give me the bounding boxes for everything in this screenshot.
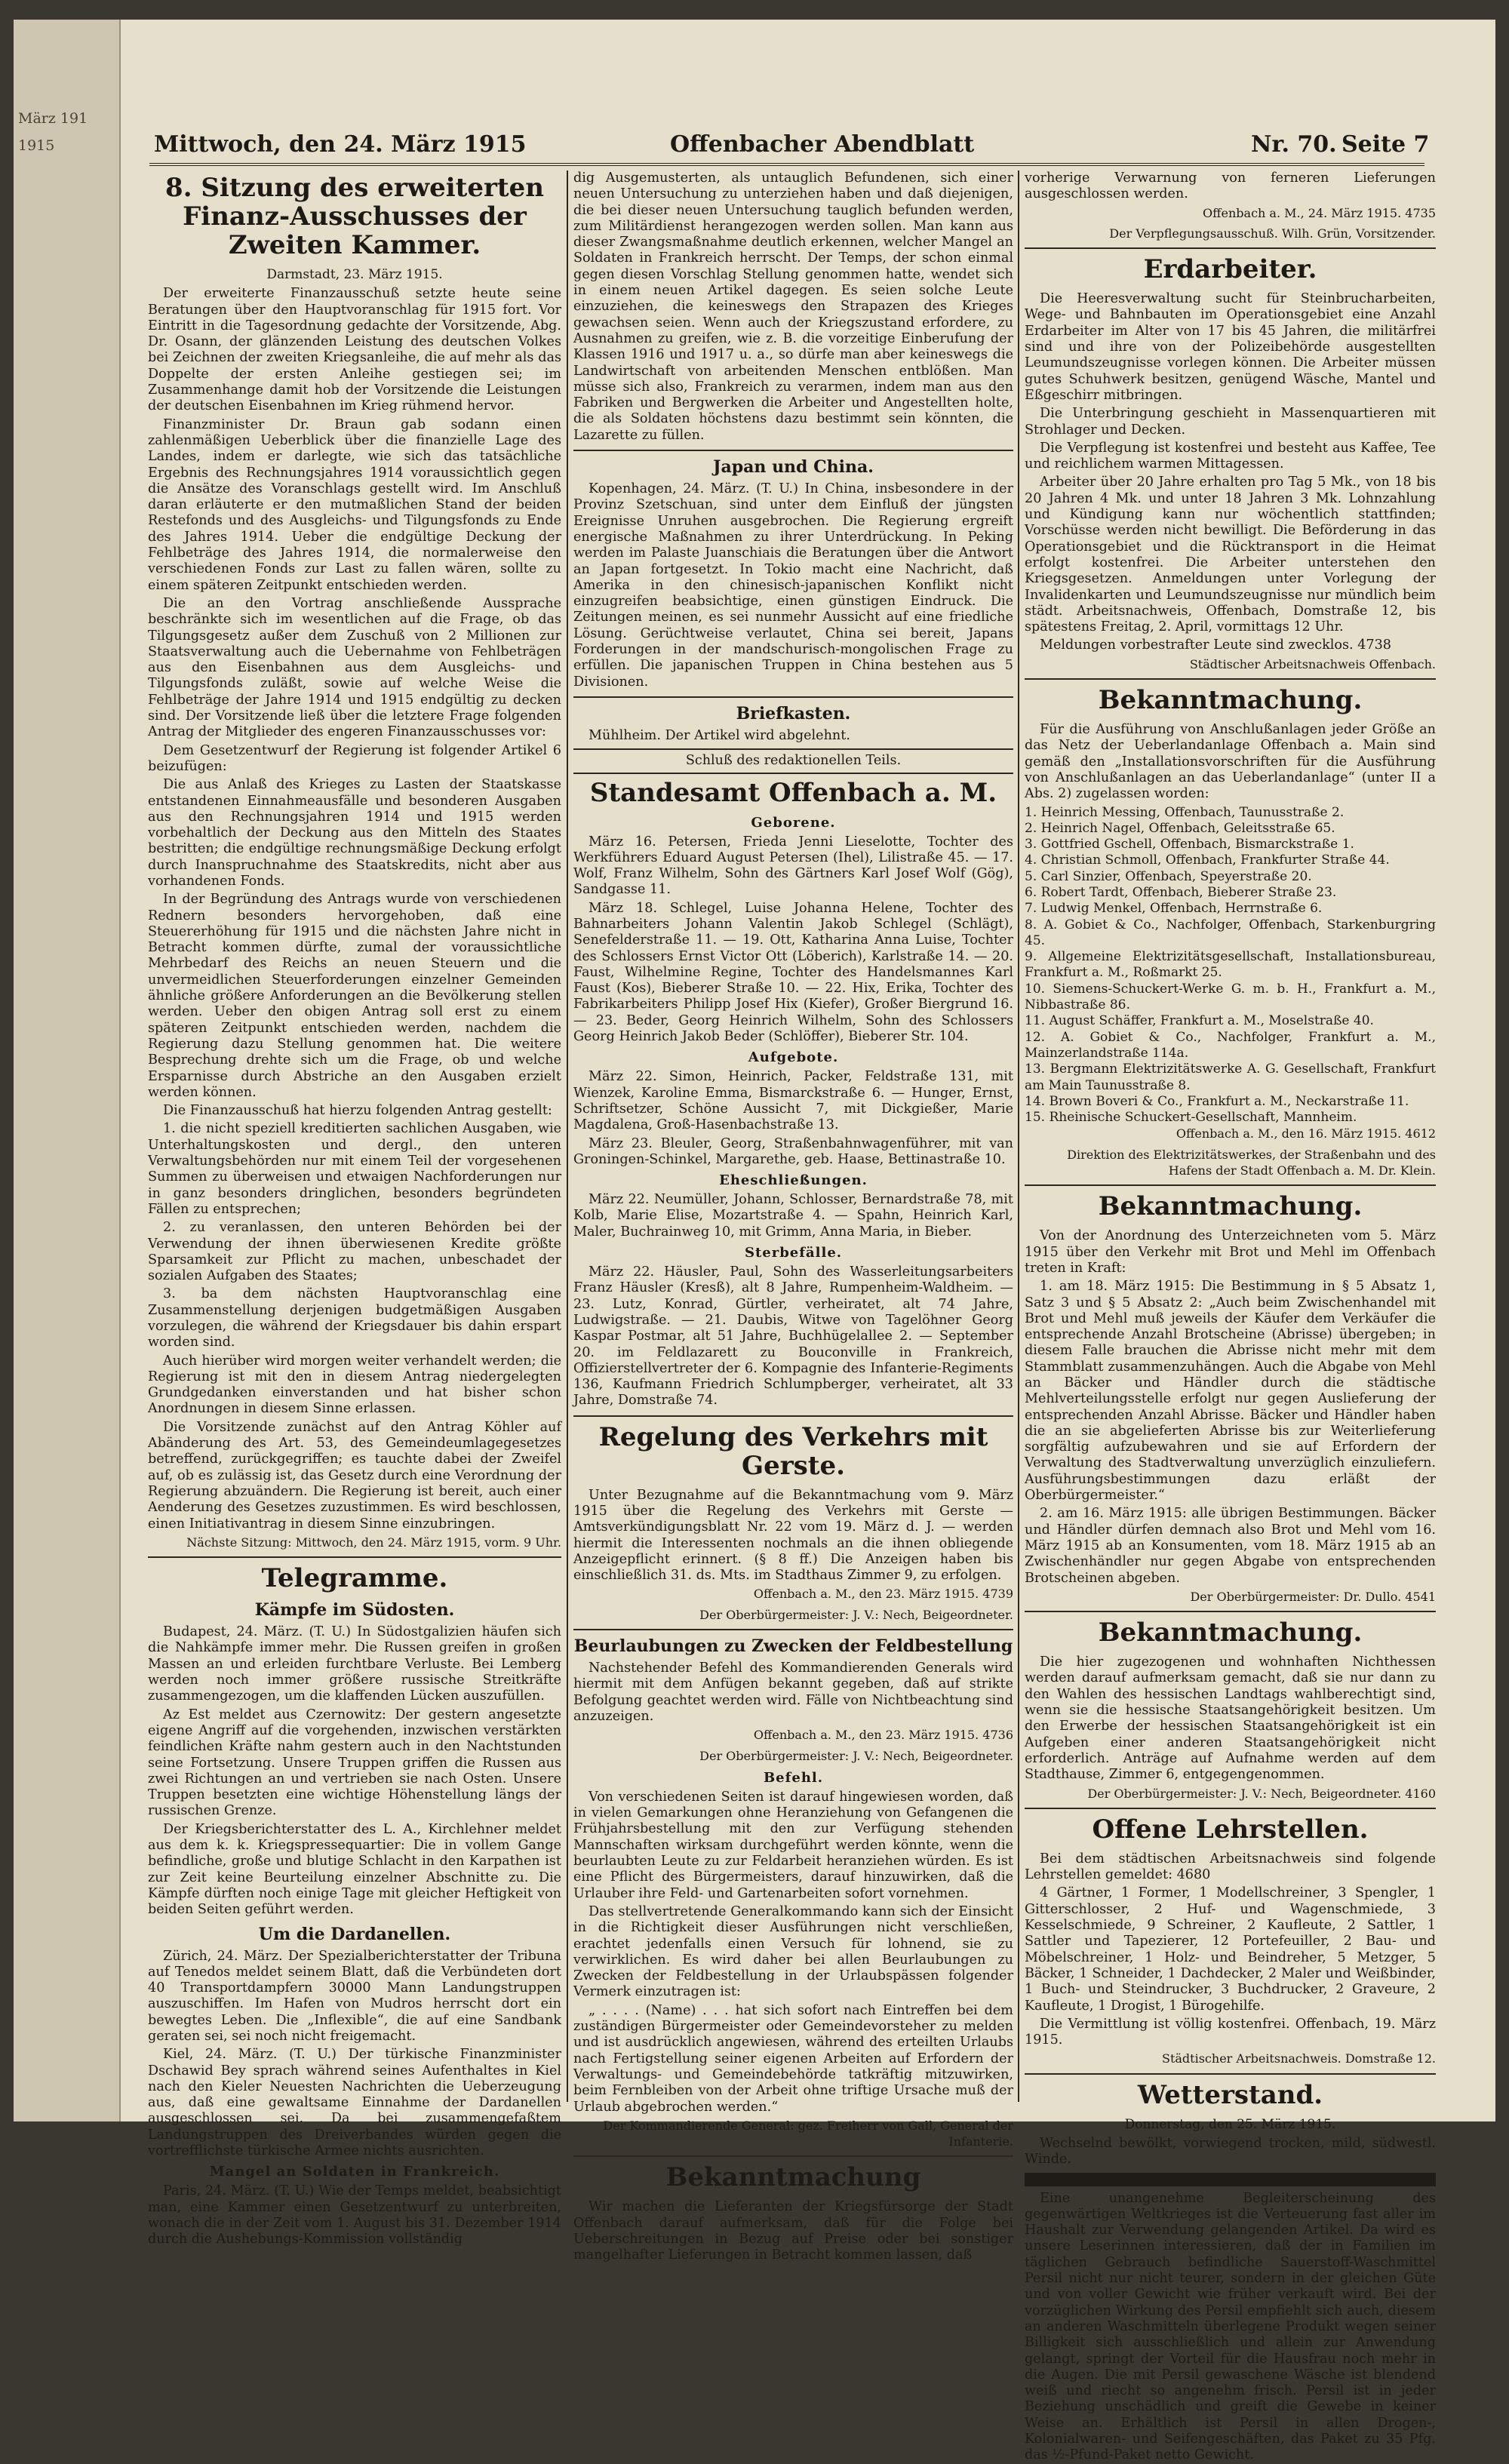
next-session: Nächste Sitzung: Mittwoch, den 24. März 1915, vorm. 9 Uhr. (186, 1535, 561, 1550)
header-paper-name: Offenbacher Abendblatt (670, 131, 975, 158)
paragraph: Zürich, 24. März. Der Spezialberichterstatter der Tribuna auf Tenedos meldet seinem Blatt, daß die Verbündeten dort 40 Transportdampfern 30000 Mann Landungstruppen auszuschiffen. Im Hafen von Mudros herrscht dort ein bewegtes Leben. Die „Inflexible“, die auf eine Sandbank geraten sei, sei noch nicht freigemacht. (148, 1948, 561, 2044)
section-title: Bekanntmachung. (1098, 1618, 1363, 1648)
section-title: Bekanntmachung (665, 2162, 921, 2193)
header-date: Mittwoch, den 24. März 1915 (154, 131, 527, 158)
paragraph: Die hier zugezogenen und wohnhaften Nichthessen werden darauf aufmerksam gemacht, daß sie nur dann zu den Wahlen des hessischen Landtags wahlberechtigt sind, wenn sie die hessische Staatsangehörigkeit besitzen. Um den Erwerbe der hessischen Staatsangehörigkeit ist ein Aufgeben einer anderen Staatsangehörigkeit nicht erforderlich. Anträge auf Aufnahme werden auf dem Stadthause, Zimmer 6, entgegengenommen. (1025, 1654, 1436, 1783)
signature: Der Verpflegungsausschuß. Wilh. Grün, Vorsitzender. (1109, 226, 1436, 241)
paragraph: „ . . . . (Name) . . . hat sich sofort nach Eintreffen bei dem zuständigen Bürgermeister oder Gemeindevorsteher zu melden und ist ausdrücklich angewiesen, während des erteilten Urlaubs nach Fertigstellung seiner eigenen Arbeiten auf Erfordern der Verwaltungs- und Gemeindebehörde tatkräftig mitzuwirken, beim Fernbleiben von der Arbeit ohne triftige Ursache muß der Urlaub abgebrochen werden.“ (573, 2002, 1013, 2115)
firm-list-item: 9. Allgemeine Elektrizitätsgesellschaft, Installationsbureau, Frankfurt a. M., Roßmarkt 25. (1025, 949, 1436, 981)
weather-date: Donnerstag, den 25. März 1915. (1124, 2116, 1336, 2132)
paragraph: Arbeiter über 20 Jahre erhalten pro Tag 5 Mk., von 18 bis 20 Jahren 4 Mk. und unter 18 Jahren 3 Mk. Lohnzahlung und Kündigung kann nur wöchentlich stattfinden; Vorschüsse werden nicht bewilligt. Die Beförderung in das Operationsgebiet und die Rücktransport in die Heimat erfolgt kostenfrei. Die Arbeiter unterstehen den Kriegsgesetzen. Anmeldungen unter Vorlegung der Invalidenkarten und Leumundszeugnisse nur mündlich beim städt. Arbeitsnachweis, Offenbach, Domstraße 12, bis spätestens Freitag, 2. April, vormittags 12 Uhr. (1025, 475, 1436, 635)
advertisement-text: Eine unangenehme Begleiterscheinung des gegenwärtigen Weltkrieges ist die Verteuerung fast aller im Haushalt zur Verwendung gelangenden Artikel. Da wird es unsere Leserinnen interessieren, daß der in Familien im täglichen Gebrauch befindliche Sauerstoff-Waschmittel Persil nicht nur nicht teurer, sondern in der gleichen Güte und von voller Gewicht wie früher verkauft wird. Bei der vorzüglichen Wirkung des Persil empfiehlt sich auch, diesem an anderen Waschmitteln überlegene Produkt wegen seiner Billigkeit sich ausschließlich und allein zur Anwendung gelangt, springt der Vorteil für die Hausfrau noch mehr in die Augen. Die mit Persil gewaschene Wäsche ist blendend weiß und riecht so angenehm frisch. Persil ist in jeder Beziehung unschädlich und greift die Gewebe in keiner Weise an. Erhältlich ist Persil in allen Drogen-, Kolonialwaren- und Seifengeschäften, das Paket zu 35 Pfg. das ½-Pfund-Paket netto Gewicht. (1025, 2190, 1436, 2463)
divider (1025, 1808, 1436, 1809)
firm-list-item: 8. A. Gobiet & Co., Nachfolger, Offenbach, Starkenburgring 45. (1025, 917, 1436, 948)
paragraph: Wir machen die Lieferanten der Kriegsfürsorge der Stadt Offenbach darauf aufmerksam, daß für die Folge bei Ueberschreitungen in Bezug auf Preise oder bei sonstiger mangelhafter Lieferungen in Betracht kommen lassen, daß (573, 2199, 1013, 2263)
section-title: Bekanntmachung. (1098, 685, 1363, 716)
signature: Direktion des Elektrizitätswerkes, der Straßenbahn und des Hafens der Stadt Offenbach a. M. Dr. Klein. (1067, 1147, 1436, 1178)
header-issue: Nr. 70. (1251, 131, 1337, 158)
divider (1025, 247, 1436, 249)
firm-list-item: 6. Robert Tardt, Offenbach, Bieberer Straße 23. (1025, 884, 1337, 900)
paragraph: Paris, 24. März. (T. U.) Wie der Temps meldet, beabsichtigt man, eine Kammer einen Gesetzentwurf zu unterbreiten, wonach die in der Zeit vom 1. August bis 31. Dezember 1914 durch die Aushebungs-Kommission vollständig (148, 2183, 561, 2247)
paragraph: Dem Gesetzentwurf der Regierung ist folgender Artikel 6 beizufügen: (148, 742, 561, 774)
section-subtitle: Um die Dardanellen. (258, 1924, 451, 1944)
column-rule (1018, 171, 1019, 2102)
paragraph: Bei dem städtischen Arbeitsnachweis sind folgende Lehrstellen gemeldet: 4680 (1025, 1851, 1436, 1883)
signature: Der Oberbürgermeister: J. V.: Nech, Beigeordneter. 4160 (1087, 1786, 1436, 1801)
firm-list-item: 5. Carl Sinzier, Offenbach, Speyerstraße 20. (1025, 868, 1312, 884)
paragraph: Für die Ausführung von Anschlußanlagen jeder Größe an das Netz der Ueberlandanlage Offenbach a. Main sind gemäß den „Installationsvorschriften für die Ausführung von Anschlußanlagen an das Ueberlandanlage“ (unter II a Abs. 2) zugelassen worden: (1025, 722, 1436, 802)
subsection-title: Befehl. (763, 1769, 824, 1786)
paragraph: Der Kriegsberichterstatter des L. A., Kirchlehner meldet aus dem k. k. Kriegspressequartier: Die in vollem Gange befindliche, große und blutige Schlacht in den Karpathen ist zur Zeit keine Beurteilung einzelner Abschnitte zu. Die Kämpfe dürften noch einige Tage mit gleicher Heftigkeit von beiden Seiten geführt werden. (148, 1821, 561, 1918)
divider (573, 1415, 1013, 1417)
paragraph: Unter Bezugnahme auf die Bekanntmachung vom 9. März 1915 über die Regelung des Verkehrs mit Gerste — Amtsverkündigungsblatt Nr. 22 vom 19. März d. J. — werden hiermit die Interessenten nochmals an die ihnen obliegende Anzeigepflicht erinnert. (§ 8 ff.) Die Anzeigen haben bis einschließlich 31. ds. Mts. im Stadthaus Zimmer 9, zu erfolgen. (573, 1487, 1013, 1584)
reference: Offenbach a. M., den 23. März 1915. 4736 (753, 1728, 1013, 1743)
section-title: Offene Lehrstellen. (1092, 1814, 1369, 1845)
reference: Offenbach a. M., den 16. März 1915. 4612 (1176, 1126, 1436, 1141)
subsection-title: Geborene. (751, 814, 836, 831)
column-2 (573, 171, 1013, 2263)
section-title: Briefkasten. (736, 703, 851, 724)
signature: Der Kommandierende General: gez. Freiherr von Gall, General der Infanterie. (603, 2118, 1013, 2149)
divider (1025, 678, 1436, 680)
divider (1025, 1611, 1436, 1612)
paragraph: vorherige Verwarnung von ferneren Lieferungen ausgeschlossen werden. (1025, 171, 1436, 202)
reference: Offenbach a. M., 24. März 1915. 4735 (1203, 205, 1436, 220)
firm-list-item: 7. Ludwig Menkel, Offenbach, Herrnstraße 6. (1025, 901, 1323, 917)
paragraph: 1. am 18. März 1915: Die Bestimmung in § 5 Absatz 1, Satz 3 und § 5 Absatz 2: „Auch beim Zwischenhandel mit Brot und Mehl muß jeweils der Käufer dem Verkäufer die entsprechende Anzahl Brotscheine (Abrisse) übergeben; in diesem Falle brauchen die Abrisse nicht mehr mit dem Stammblatt zusammenzuhängen. Auch die Abgabe von Mehl an Bäcker und Händler durch die städtische Mehlverteilungsstelle erfolgt nur gegen Auslieferung der entsprechenden Anzahl Abrisse. Bäcker und Händler haben die an sie abgelieferten Abrisse bis zur Weiterlieferung sorgfältig aufzubewahren und sie auf Erfordern der Verwaltung des Stadtverwaltung unverzüglich einzuliefern. Ausführungsbestimmungen dazu erläßt der Oberbürgermeister.“ (1025, 1279, 1436, 1504)
divider (573, 2155, 1013, 2157)
paragraph: Die Heeresverwaltung sucht für Steinbrucharbeiten, Wege- und Bahnbauten im Operationsgebiet eine Anzahl Erdarbeiter im Alter von 17 bis 45 Jahren, die militärfrei sind und ihre von der Polizeibehörde ausgestellten Leumundszeugnisse vorlegen können. Die Arbeiter müssen gutes Schuhwerk besitzen, genügend Wäsche, Mantel und Eßgeschirr mitbringen. (1025, 291, 1436, 403)
list-item: 1. die nicht speziell kreditierten sachlichen Ausgaben, wie Unterhaltungskosten und dergl., den unteren Verwaltungsbehörden nur mit einem Teil der vorgesehenen Summen zu überweisen und etwaigen Nachforderungen nur in ganz besonders dringlichen, besonders begründeten Fällen zu entsprechen; (148, 1121, 561, 1217)
paragraph: März 18. Schlegel, Luise Johanna Helene, Tochter des Bahnarbeiters Johann Valentin Jakob Schlegel (Schlägt), Senefelderstraße 11. — 19. Ott, Katharina Anna Luise, Tochter des Schlossers Ernst Victor Ott (Löberich), Karlstraße 14. — 20. Faust, Wilhelmine Regine, Tochter des Handelsmannes Karl Faust (Kos), Bieberer Straße 10. — 22. Hix, Erika, Tochter des Fabrikarbeiters Philipp Josef Hix (Kiefer), Großer Biergrund 16. — 23. Beder, Georg Heinrich Wilhelm, Sohn des Schlossers Georg Heinrich Jakob Beder (Schlöffer), Bieberer Str. 104. (573, 900, 1013, 1045)
firm-list-item: 13. Bergmann Elektrizitätswerke A. G. Gesellschaft, Frankfurt am Main Taunusstraße 8. (1025, 1061, 1436, 1093)
subsection-title: Sterbefälle. (744, 1245, 843, 1261)
signature: Der Oberbürgermeister: J. V.: Nech, Beigeordneter. (699, 1607, 1013, 1622)
binding-strip (14, 20, 121, 2121)
divider (1025, 2073, 1436, 2075)
binding-text: März 191 (18, 110, 88, 127)
column-1 (148, 171, 561, 2247)
subsection-title: Aufgebote. (748, 1049, 839, 1066)
divider (573, 696, 1013, 698)
divider (573, 450, 1013, 451)
paragraph: dig Ausgemusterten, als untauglich Befundenen, sich einer neuen Untersuchung zu unterziehen haben und daß diejenigen, die bei dieser neuen Untersuchung tauglich befunden werden, zum Militärdienst herangezogen werden sollen. Man kann aus dieser Zwangsmaßnahme deutlich erkennen, welcher Mangel an Soldaten in Frankreich herrscht. Der Temps, der schon einmal gegen diesen Vorschlag Stellung genommen hatte, wendet sich in einem neuen Artikel dagegen. Es seien solche Leute einzuziehen, die keineswegs den Strapazen des Krieges gewachsen seien. Wenn auch der Kriegszustand erfordere, zu Ausnahmen zu greifen, wie z. B. die vorzeitige Einberufung der Klassen 1916 und 1917 u. a., so dürfe man aber keineswegs die Landwirtschaft von arbeitenden Menschen entblößen. Man müsse sich also, Frankreich zu verarmen, indem man aus den Fabriken und Bergwerken die Arbeiter und Angestellten holte, die als Soldaten höchstens dazu bestimmt sein könnten, die Lazarette zu füllen. (573, 171, 1013, 443)
paragraph: In der Begründung des Antrags wurde von verschiedenen Rednern besonders hervorgehoben, daß eine Steuererhöhung für 1915 und die nächsten Jahre nicht in Betracht kommen dürfte, zumal der voraussichtliche Mehrbedarf des Reichs an neuen Steuern und die unvermeidlichen Steuerforderungen einzelner Gemeinden ähnliche größere Anforderungen an die Bevölkerung stellen werden. Ueber den obigen Antrag soll erst zu einem späteren Zeitpunkt entschieden werden, nachdem die Regierung dazu Stellung genommen hat. Die weitere Besprechung drehte sich um die Frage, ob und welche Ersparnisse durch Abstriche an den Ausgaben erzielt werden können. (148, 892, 561, 1100)
header-page-number: Seite 7 (1342, 131, 1430, 158)
firm-list-item: 2. Heinrich Nagel, Offenbach, Geleitsstraße 65. (1025, 820, 1335, 836)
paragraph: März 23. Bleuler, Georg, Straßenbahnwagenführer, mit van Groningen-Schinkel, Margarethe, geb. Haase, Bettinastraße 10. (573, 1135, 1013, 1167)
firm-list-item: 11. August Schäffer, Frankfurt a. M., Moselstraße 40. (1025, 1013, 1374, 1029)
paragraph: Die Unterbringung geschieht in Massenquartieren mit Strohlager und Decken. (1025, 406, 1436, 438)
section-title: Bekanntmachung. (1098, 1191, 1363, 1222)
paragraph: Meldungen vorbestrafter Leute sind zwecklos. 4738 (1040, 638, 1391, 653)
reference: Offenbach a. M., den 23. März 1915. 4739 (753, 1587, 1013, 1602)
signature: Der Oberbürgermeister: J. V.: Nech, Beigeordneter. (699, 1748, 1013, 1763)
firm-list-item: 3. Gottfried Gschell, Offenbach, Bismarckstraße 1. (1025, 837, 1354, 853)
page-header (149, 118, 1430, 166)
divider (148, 1556, 561, 1558)
paragraph: Kopenhagen, 24. März. (T. U.) In China, insbesondere in der Provinz Szetschuan, sind unter dem Einfluß der jüngsten Ereignisse Unruhen ausgebrochen. Die Regierung ergreift energische Maßnahmen zu ihrer Unterdrückung. In Peking werden im Palaste Juanschiais die Beratungen über die Antwort an Japan fortgesetzt. In Tokio macht eine Nachricht, daß Amerika in den chinesisch-japanischen Konflikt nicht einzugreifen beabsichtige, einen günstigen Eindruck. Die Zeitungen meinen, es sei nunmehr Aussicht auf eine friedliche Lösung. Gerüchtweise verlautet, China sei bereit, Japans Forderungen in der mandschurisch-mongolischen Frage zu erfüllen. Die japanischen Truppen in China bestehen aus 5 Divisionen. (573, 481, 1013, 690)
paragraph: März 22. Simon, Heinrich, Packer, Feldstraße 131, mit Wienzek, Karoline Emma, Bismarckstraße 6. — Hunger, Ernst, Schriftsetzer, Schöne Aussicht 7, mit Dickgießer, Marie Magdalena, Groß-Hasenbachstraße 13. (573, 1069, 1013, 1133)
paragraph: Der erweiterte Finanzausschuß setzte heute seine Beratungen über den Hauptvoranschlag für 1915 fort. Vor Eintritt in die Tagesordnung gedachte der Vorsitzende, Abg. Dr. Osann, der glänzenden Leistung des deutschen Volkes bei Zeichnen der zweiten Kriegsanleihe, die auf mehr als das Doppelte der ersten Anleihe gestiegen sei; im Zusammenhange damit hob der Vorsitzende die Leistungen der deutschen Eisenbahnen im Krieg rühmend hervor. (148, 286, 561, 414)
paragraph: Wechselnd bewölkt, vorwiegend trocken, mild, südwestl. Winde. (1025, 2135, 1436, 2168)
section-subtitle: Mangel an Soldaten in Frankreich. (209, 2164, 500, 2180)
divider (573, 1629, 1013, 1630)
section-title: Regelung des Verkehrs mit Gerste. (598, 1421, 988, 1481)
section-title: Erdarbeiter. (1143, 254, 1317, 285)
article-title: 8. Sitzung des erweiterten Finanz-Ausschusses der Zweiten Kammer. (165, 173, 544, 260)
list-item: 3. ba dem nächsten Hauptvoranschlag eine Zusammenstellung derjenigen budgetmäßigen Ausgaben vorzulegen, die während der Kriegsdauer bis dahin erspart worden sind. (148, 1286, 561, 1350)
subsection-title: Eheschließungen. (719, 1172, 868, 1189)
paragraph: Az Est meldet aus Czernowitz: Der gestern angesetzte eigene Angriff auf die vorgehenden, inzwischen verstärkten feindlichen Kräfte nahm gestern auch in den Nachtstunden seine Fortsetzung. Unsere Truppen griffen die Russen aus zwei Richtungen an und vertrieben sie nach Osten. Unsere Truppen besetzten eine wichtige Höhenstellung längs der russischen Grenze. (148, 1707, 561, 1819)
paragraph: Die aus Anlaß des Krieges zu Lasten der Staatskasse entstandenen Einnahmeausfälle und besonderen Ausgaben aus den Rechnungsjahren 1914 und 1915 werden vorbehaltlich der Deckung aus den Mitteln des Staates bestritten; die endgültige rechnungsmäßige Deckung erfolgt durch Inanspruchnahme des Staatskredits, nicht aber aus vorhandenen Fonds. (148, 777, 561, 889)
paragraph: 2. am 16. März 1915: alle übrigen Bestimmungen. Bäcker und Händler dürfen demnach also Brot und Mehl vom 16. März 1915 ab an Konsumenten, vom 18. März 1915 ab an Zwischenhändler nur gegen Abgabe von entsprechenden Brotscheinen abgeben. (1025, 1506, 1436, 1586)
signature: Städtischer Arbeitsnachweis. Domstraße 12. (1162, 2051, 1436, 2066)
dateline: Darmstadt, 23. März 1915. (266, 267, 443, 282)
signature: Städtischer Arbeitsnachweis Offenbach. (1189, 656, 1436, 671)
paragraph: Die Finanzausschuß hat hierzu folgenden Antrag gestellt: (163, 1103, 552, 1119)
paragraph: März 16. Petersen, Frieda Jenni Lieselotte, Tochter des Werkführers Eduard August Petersen (Ihel), Lilistraße 45. — 17. Wolf, Franz Wilhelm, Sohn des Gärtners Karl Josef Wolf (Gög), Sandgasse 11. (573, 834, 1013, 898)
paragraph: Nachstehender Befehl des Kommandierenden Generals wird hiermit mit dem Anfügen bekannt gegeben, daß auf strikte Befolgung geachtet werden wird. Fälle von Nichtbeachtung sind anzuzeigen. (573, 1661, 1013, 1724)
binding-text: 1915 (18, 137, 55, 154)
paragraph: Das stellvertretende Generalkommando kann sich der Einsicht in die Richtigkeit dieser Ausführungen nicht verschließen, erachtet jedenfalls einen Versuch für lohnend, sie zu verwirklichen. Es wird daher bei allen Beurlaubungen zu Zwecken der Feldbestellung in der Urlaubspässen folgender Vermerk einzutragen ist: (573, 1903, 1013, 2000)
column-3 (1025, 171, 1436, 2463)
list-item: 2. zu veranlassen, den unteren Behörden bei der Verwendung der ihnen überwiesenen Kredite größte Sparsamkeit zur Pflicht zu machen, unbeschadet der sozialen Aufgaben des Staates; (148, 1220, 561, 1284)
end-of-editorial: Schluß des redaktionellen Teils. (573, 748, 1013, 773)
column-rule (567, 171, 568, 2102)
paragraph: Von der Anordnung des Unterzeichneten vom 5. März 1915 über den Verkehr mit Brot und Mehl im Offenbach treten in Kraft: (1025, 1228, 1436, 1276)
paragraph: Die an den Vortrag anschließende Aussprache beschränkte sich im wesentlichen auf die Frage, ob das Tilgungsgesetz außer dem Zuschuß von 2 Millionen zur Staatsverwaltung auch die Uebernahme von Fehlbeträgen aus den Eisenbahnen aus dem Ausgleichs- und Tilgungsfonds zuläßt, sowie auf welche Weise die Fehlbeträge der Jahre 1914 und 1915 endgültig zu decken sind. Der Vorsitzende ließ über die letztere Frage folgenden Antrag der Mitglieder des engeren Finanzausschusses vor: (148, 595, 561, 740)
section-title: Telegramme. (261, 1563, 448, 1594)
section-title: Beurlaubungen zu Zwecken der Feldbestellung (573, 1636, 1013, 1657)
paragraph: Finanzminister Dr. Braun gab sodann einen zahlenmäßigen Ueberblick über die finanzielle Lage des Landes, indem er darlegte, wie sich das tatsächliche Ergebnis des Rechnungsjahres 1914 voraussichtlich gegen die Ansätze des Voranschlags gestellt wird. Im Anschluß daran erläuterte er den mutmaßlichen Stand der beiden Restefonds und des Ausgleichs- und Tilgungsfonds zu Ende des Jahres 1914. Ueber die endgültige Deckung der Fehlbeträge des Jahres 1914, die normalerweise den verschiedenen Fonds zur Last zu fallen wären, sollte zu einem späteren Zeitpunkt entschieden werden. (148, 416, 561, 593)
paragraph: Die Vermittlung ist völlig kostenfrei. Offenbach, 19. März 1915. (1025, 2016, 1436, 2048)
divider (1025, 1184, 1436, 1186)
paragraph: Budapest, 24. März. (T. U.) In Südostgalizien häufen sich die Nahkämpfe immer mehr. Die Russen greifen in großen Massen an und erleiden furchtbare Verluste. Bei Lemberg werden noch immer größere russische Streitkräfte zusammengezogen, um die klaffenden Lücken auszufüllen. (148, 1624, 561, 1704)
firm-list (1025, 805, 1436, 1126)
paragraph: März 22. Neumüller, Johann, Schlosser, Bernardstraße 78, mit Kolb, Marie Elise, Mozartstraße 4. — Spahn, Heinrich Karl, Maler, Buchrainweg 10, mit Grimm, Anna Maria, in Bieber. (573, 1192, 1013, 1240)
firm-list-item: 4. Christian Schmoll, Offenbach, Frankfurter Straße 44. (1025, 853, 1390, 868)
firm-list-item: 15. Rheinische Schuckert-Gesellschaft, Mannheim. (1025, 1110, 1357, 1126)
paragraph: Kiel, 24. März. (T. U.) Der türkische Finanzminister Dschawid Bey sprach während seines Aufenthaltes in Kiel nach den Kieler Neuesten Nachrichten die Ueberzeugung aus, daß eine gewaltsame Einnahme der Dardanellen ausgeschlossen sei. Da bei zusammengefaßtem Landungstruppen des Dreiverbandes würden gegen die vortrefflichste türkische Armee nichts ausrichten. (148, 2047, 561, 2159)
section-title: Japan und China. (713, 457, 874, 478)
paragraph: Auch hierüber wird morgen weiter verhandelt werden; die Regierung ist mit den in diesem Antrag niedergelegten Grundgedanken einverstanden und hat bisher schon Anordnungen in diesem Sinne erlassen. (148, 1353, 561, 1417)
firm-list-item: 1. Heinrich Messing, Offenbach, Taunusstraße 2. (1025, 804, 1345, 820)
section-subtitle: Kämpfe im Südosten. (254, 1600, 455, 1621)
firm-list-item: 12. A. Gobiet & Co., Nachfolger, Frankfurt a. M., Mainzerlandstraße 114a. (1025, 1029, 1436, 1061)
paragraph: Die Vorsitzende zunächst auf den Antrag Köhler auf Abänderung des Art. 53, des Gemeindeumlagegesetzes betreffend, zurückgegriffen; es tauchte dabei der Zweifel auf, ob es zulässig ist, das Gesetz durch eine Verordnung der Regierung abzuändern. Die Regierung ist bereit, auch einer Aenderung des Gesetzes zuzustimmen. Es wird beschlossen, einen Initiativantrag in diesem Sinne einzubringen. (148, 1419, 561, 1532)
newspaper-page (14, 20, 1495, 2463)
section-title: Standesamt Offenbach a. M. (589, 777, 997, 808)
firm-list-item: 10. Siemens-Schuckert-Werke G. m. b. H., Frankfurt a. M., Nibbastraße 86. (1025, 981, 1436, 1013)
paragraph: März 22. Häusler, Paul, Sohn des Wasserleitungsarbeiters Franz Häusler (Kresß), alt 8 Jahre, Rumpenheim-Waldheim. — 23. Lutz, Konrad, Gürtler, verheiratet, alt 74 Jahre, Ludwigstraße. — 21. Daubis, Witwe von Tagelöhner Georg Kaspar Postmar, alt 51 Jahre, Buchhügelallee 2. — September 20. im Feldlazarett zu Bouconville in Frankreich, Offizierstellvertreter der 6. Kompagnie des Infanterie-Regiments 136, Kaufmann Friedrich Schlumpberger, verheiratet, alt 33 Jahre, Domstraße 74. (573, 1264, 1013, 1409)
paragraph: 4 Gärtner, 1 Former, 1 Modellschreiner, 3 Spengler, 1 Gitterschlosser, 2 Huf- und Wagenschmiede, 3 Kesselschmiede, 9 Schreiner, 2 Kaufleute, 2 Sattler, 1 Sattler und Tapezierer, 12 Portefeuiller, 2 Bau- und Möbelschreiner, 1 Holz- und Beindreher, 5 Metzger, 5 Bäcker, 1 Schneider, 1 Dachdecker, 2 Maler und Weißbinder, 1 Buch- und Steindrucker, 3 Buchdrucker, 2 Graveure, 2 Kaufleute, 1 Drogist, 1 Bürogehilfe. (1025, 1885, 1436, 2014)
signature: Der Oberbürgermeister: Dr. Dullo. 4541 (1190, 1589, 1436, 1604)
firm-list-item: 14. Brown Boveri & Co., Frankfurt a. M., Neckarstraße 11. (1025, 1093, 1409, 1109)
advertisement-bar (1025, 2173, 1436, 2186)
paragraph: Mühlheim. Der Artikel wird abgelehnt. (589, 727, 850, 743)
section-title: Wetterstand. (1137, 2079, 1323, 2110)
paragraph: Die Verpflegung ist kostenfrei und besteht aus Kaffee, Tee und reichlichem warmen Mittagessen. (1025, 440, 1436, 472)
paragraph: Von verschiedenen Seiten ist darauf hingewiesen worden, daß in vielen Gemarkungen ohne Heranziehung von Gefangenen die Frühjahrsbestellung mit den zur Verfügung stehenden Mannschaften wirksam durchgeführt werden könnte, wenn die beurlaubten Leute zu zur Feldarbeit heranziehen würden. Es ist eine Pflicht des Bürgermeisters, darauf hinzuwirken, daß die Urlauber ihre Feld- und Gartenarbeiten sofort vornehmen. (573, 1789, 1013, 1901)
